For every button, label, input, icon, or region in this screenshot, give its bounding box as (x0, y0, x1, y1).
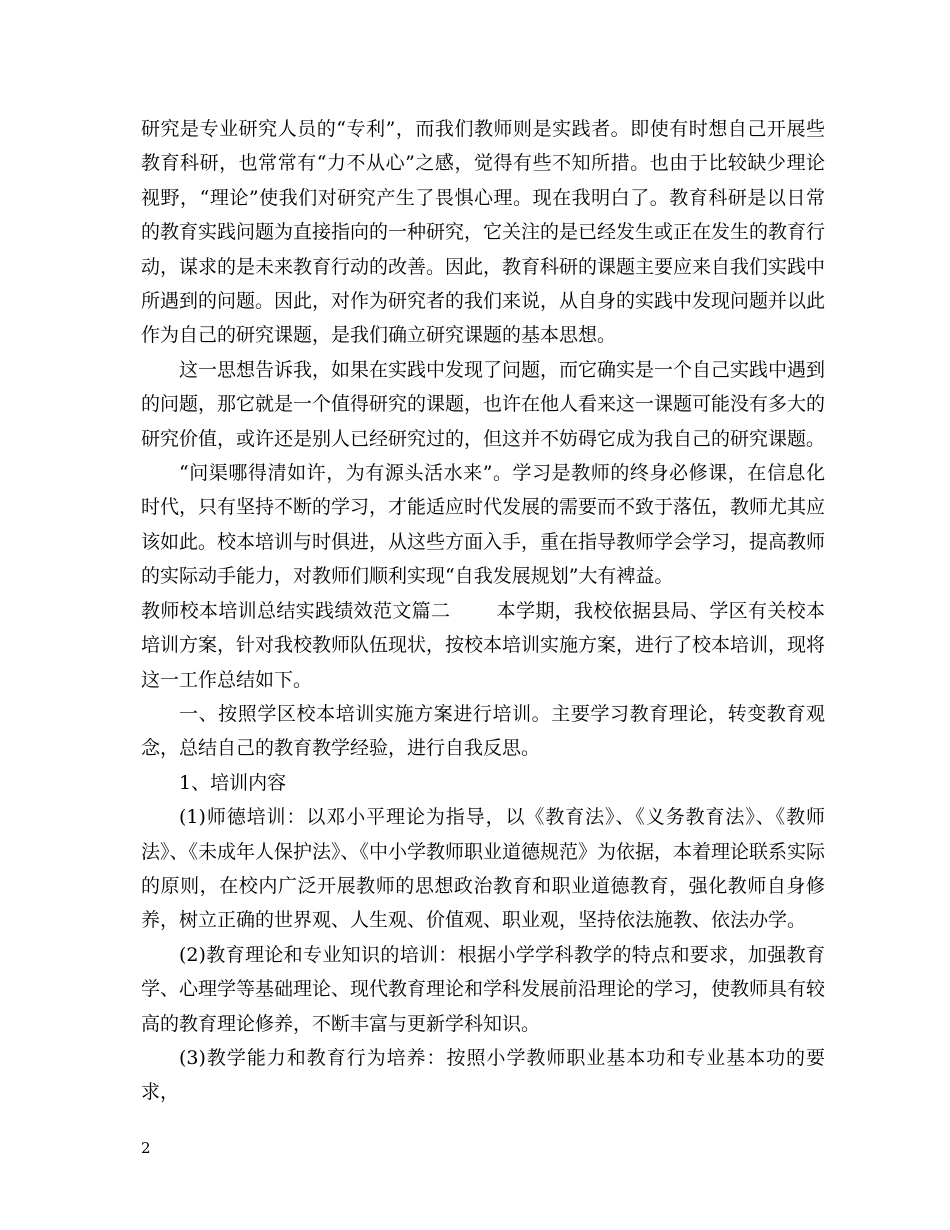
section-heading-paragraph (141, 594, 825, 697)
paragraph-6: (1)师德培训：以邓小平理论为指导，以《教育法》、《义务教育法》、《教师法》、《未成年人保护法》、《中小学教师职业道德规范》为依据，本着理论联系实际的原则，在校内广泛开展教师的思想政治教育和职业道德教育，强化教师自身修养，树立正确的世界观、人生观、价值观、职业观，坚持依法施教、依法办学。 (141, 806, 826, 932)
paragraph-1: 研究是专业研究人员的“专利”，而我们教师则是实践者。即使有时想自己开展些教育科研，也常常有“力不从心”之感，觉得有些不知所措。也由于比较缺少理论视野，“理论”使我们对研究产生了畏惧心理。现在我明白了。教育科研是以日常的教育实践问题为直接指向的一种研究，它关注的是已经发生或正在发生的教育行动，谋求的是未来教育行动的改善。因此，教育科研的课题主要应来自我们实践中所遇到的问题。因此，对作为研究者的我们来说，从自身的实践中发现问题并以此作为自己的研究课题，是我们确立研究课题的基本思想。 (141, 118, 826, 347)
paragraph-8: (3)教学能力和教育行为培养：按照小学教师职业基本功和专业基本功的要求， (141, 1046, 825, 1104)
section-intro: 本学期，我校依据县局、学区有关校本培训方案，针对我校教师队伍现状，按校本培训实施方案，进行了校本培训，现将这一工作总结如下。 (141, 599, 826, 691)
document-page (141, 112, 825, 1110)
paragraph-7: (2)教育理论和专业知识的培训：根据小学学科教学的特点和要求，加强教育学、心理学等基础理论、现代教育理论和学科发展前沿理论的学习，使教师具有较高的教育理论修养，不断丰富与更新学科知识。 (141, 943, 826, 1035)
paragraph-4: 一、按照学区校本培训实施方案进行培训。主要学习教育理论，转变教育观念，总结自己的教育教学经验，进行自我反思。 (141, 702, 825, 760)
paragraph-3: “问渠哪得清如许，为有源头活水来”。学习是教师的终身必修课，在信息化时代，只有坚持不断的学习，才能适应时代发展的需要而不致于落伍，教师尤其应该如此。校本培训与时俱进，从这些方面入手，重在指导教师学会学习，提高教师的实际动手能力，对教师们顺利实现“自我发展规划”大有裨益。 (141, 462, 826, 588)
paragraph-5: 1、培训内容 (179, 771, 287, 794)
page-number: 2 (141, 1139, 151, 1157)
paragraph-2: 这一思想告诉我，如果在实践中发现了问题，而它确实是一个自己实践中遇到的问题，那它就是一个值得研究的课题，也许在他人看来这一课题可能没有多大的研究价值，或许还是别人已经研究过的，但这并不妨碍它成为我自己的研究课题。 (141, 358, 826, 450)
section-title: 教师校本培训总结实践绩效范文篇二 (141, 599, 451, 622)
